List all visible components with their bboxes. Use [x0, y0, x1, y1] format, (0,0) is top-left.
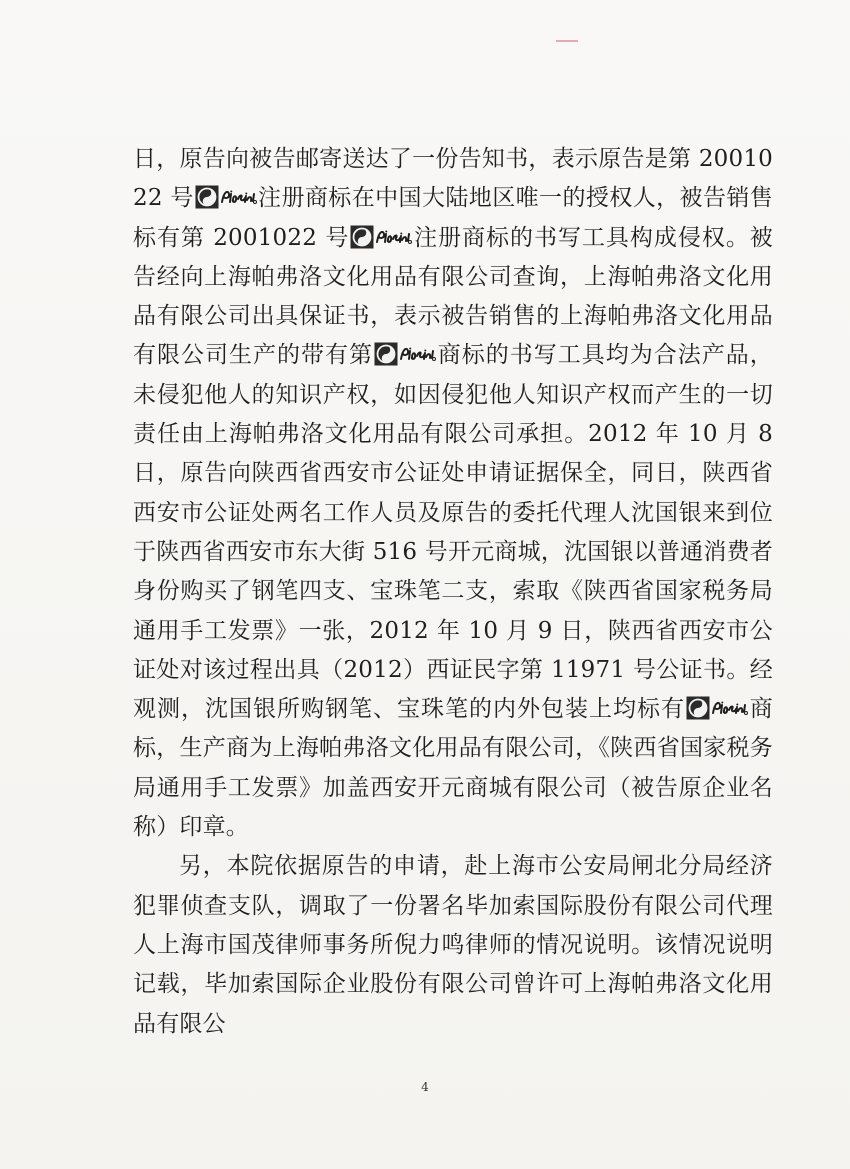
paragraph-text: 注册商标的书写工具构成侵权。被告经向上海帕弗洛文化用品有限公司查询，上海帕弗洛文化用品有限公司出具保证书，表示被告销售的上海帕弗洛文化用品有限公司生产的带有第 [133, 224, 774, 369]
picasso-trademark-logo [374, 342, 436, 366]
paragraph-text: 注册商标在中国大陆地区唯一的授权人，被告销售标有第 2001022 号 [133, 185, 773, 251]
page-number: 4 [421, 1080, 429, 1094]
paragraph-text: 另，本院依据原告的申请，赴上海市公安局闸北分局经济犯罪侦查支队，调取了一份署名毕加索国际股份有限公司代理人上海市国茂律师事务所倪力鸣律师的情况说明。该情况说明记载，毕加索国际企业股份有限公司曾许可上海帕弗洛文化用品有限公 [133, 853, 773, 1037]
paragraph [133, 847, 773, 1043]
paragraph-text: 商标，生产商为上海帕弗洛文化用品有限公司，《陕西省国家税务局通用手工发票》加盖西安开元商城有限公司（被告原企业名称）印章。 [133, 696, 773, 841]
paragraph [133, 140, 773, 847]
picasso-trademark-logo [686, 696, 748, 720]
scan-mark [556, 40, 578, 42]
picasso-trademark-logo [350, 225, 412, 249]
picasso-trademark-logo [195, 185, 257, 209]
paragraph-text: 商标的书写工具均为合法产品，未侵犯他人的知识产权，如因侵犯他人知识产权而产生的一切责任由上海帕弗洛文化用品有限公司承担。2012 年 10 月 8 日，原告向陕西省西安市公证处申请证据保全，同日，陕西省西安市公证处两名工作人员及原告的委托代理人沈国银来到位于陕西省西安市东大街 516 号开元商城，沈国银以普通消费者身份购买了钢笔四支、宝珠笔二支，索取《陕西省国家税务局通用手工发票》一张，2012 年 10 月 9 日，陕西省西安市公证处对该过程出具（2012）西证民字第 11971 号公证书。经观测，沈国银所购钢笔、宝珠笔的内外包装上均标有 [133, 342, 773, 723]
paragraph-text: 日，原告向被告邮寄送达了一份告知书，表示原告是第 2001022 号 [133, 146, 773, 212]
document-body [133, 140, 773, 1044]
